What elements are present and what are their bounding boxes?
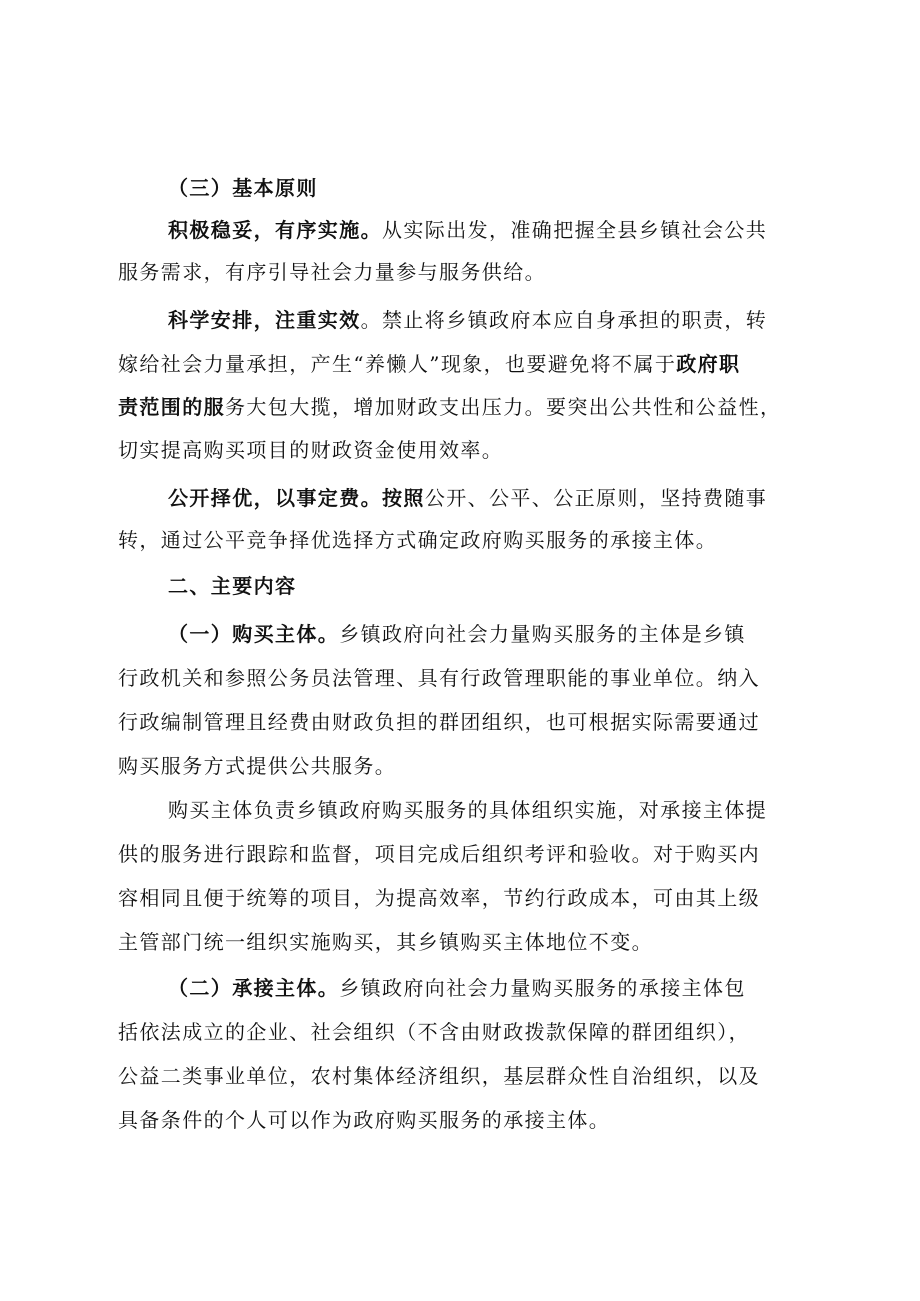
principle-3-line-2: 转，通过公平竞争择优选择方式确定政府购买服务的承接主体。	[118, 528, 718, 552]
subject-2-text: 乡镇政府向社会力量购买服务的承接主体包	[339, 976, 746, 1000]
principle-2-line-1	[168, 306, 868, 334]
section-heading-basic-principles: （三）基本原则	[168, 176, 318, 200]
subject-1-text: 乡镇政府向社会力量购买服务的主体是乡镇	[339, 622, 746, 646]
subject-1-para-2-line-3: 容相同且便于统筹的项目，为提高效率，节约行政成本，可由其上级	[118, 886, 760, 910]
subject-2-line-3: 公益二类事业单位，农村集体经济组织，基层群众性自治组织，以及	[118, 1064, 760, 1088]
section-heading-main-content: 二、主要内容	[168, 574, 297, 598]
principle-1-line-1	[168, 216, 868, 244]
principle-2-line-3-bold: 责范围的服	[118, 395, 225, 419]
subject-2-line-2: 括依法成立的企业、社会组织（不含由财政拨款保障的群团组织），	[118, 1020, 750, 1044]
principle-2-text: 。禁止将乡镇政府本应自身承担的职责，转	[360, 308, 768, 332]
subject-1-para-2-line-2: 供的服务进行跟踪和监督，项目完成后组织考评和验收。对于购买内	[118, 842, 760, 866]
principle-1-title: 积极稳妥，有序实施。	[168, 218, 382, 242]
subject-1-line-3: 行政编制管理且经费由财政负担的群团组织，也可根据实际需要通过	[118, 710, 760, 734]
principle-2-line-2-bold: 政府职	[676, 352, 741, 376]
principle-1-text: 从实际出发，准确把握全县乡镇社会公共	[382, 218, 768, 242]
subject-1-para-2-line-4: 主管部门统一组织实施购买，其乡镇购买主体地位不变。	[118, 930, 653, 954]
subject-1-para-2-line-1: 购买主体负责乡镇政府购买服务的具体组织实施，对承接主体提	[168, 798, 768, 822]
principle-3-text: 公开、公平、公正原则，坚持费随事	[424, 486, 768, 510]
subject-1-line-1	[168, 620, 868, 648]
subject-2-title: （二）承接主体。	[168, 976, 340, 1000]
principle-2-title: 科学安排，注重实效	[168, 308, 361, 332]
subject-1-line-2: 行政机关和参照公务员法管理、具有行政管理职能的事业单位。纳入	[118, 666, 760, 690]
principle-2-line-2	[118, 350, 818, 378]
subject-2-line-4: 具备条件的个人可以作为政府购买服务的承接主体。	[118, 1108, 611, 1132]
principle-2-line-4: 切实提高购买项目的财政资金使用效率。	[118, 438, 504, 462]
subject-1-line-4: 购买服务方式提供公共服务。	[118, 754, 397, 778]
principle-3-line-1	[168, 484, 868, 512]
principle-2-line-2-text: 嫁给社会力量承担，产生“养懒人”现象，也要避免将不属于	[118, 352, 677, 376]
subject-2-line-1	[168, 974, 868, 1002]
principle-2-line-3	[118, 393, 818, 421]
principle-2-line-3-text: 务大包大揽，增加财政支出压力。要突出公共性和公益性，	[225, 395, 782, 419]
principle-1-line-2: 服务需求，有序引导社会力量参与服务供给。	[118, 260, 546, 284]
subject-1-title: （一）购买主体。	[168, 622, 340, 646]
principle-3-title: 公开择优，以事定费。按照	[168, 486, 425, 510]
